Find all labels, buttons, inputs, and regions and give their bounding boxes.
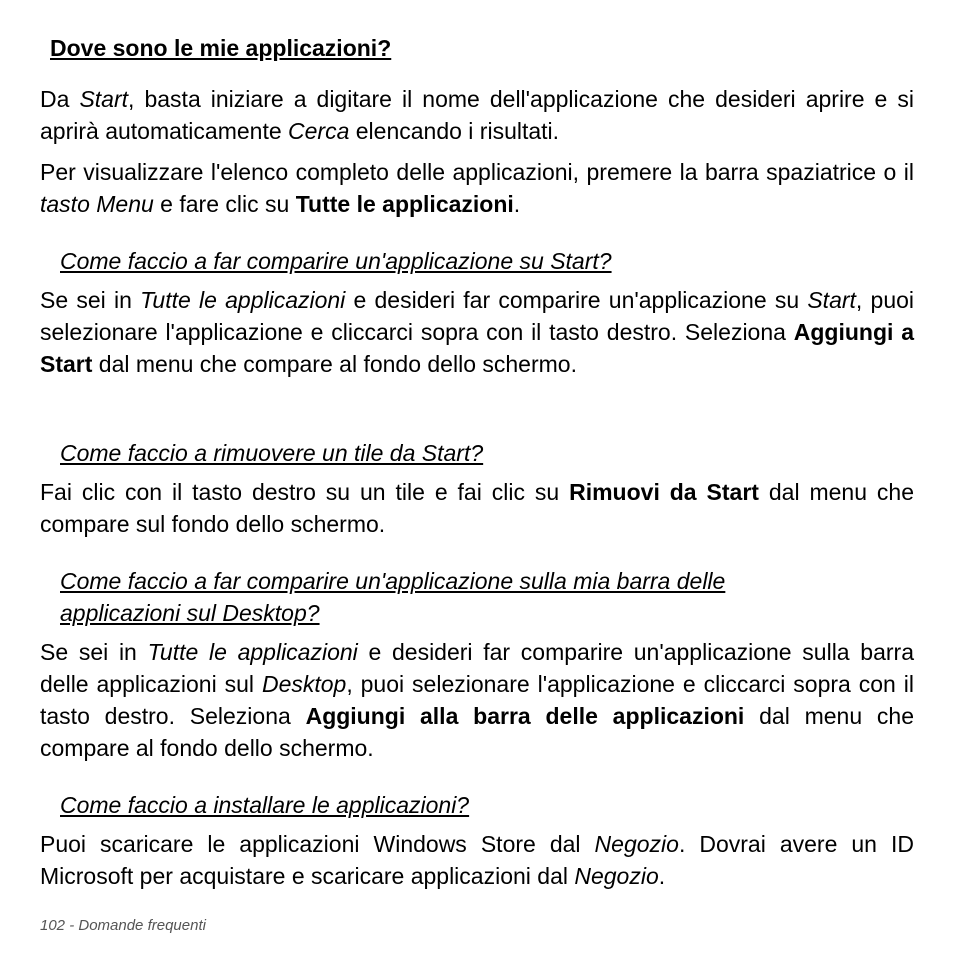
italic-term: Tutte le applicazioni <box>147 639 358 665</box>
question-heading-install-apps: Come faccio a installare le applicazioni? <box>60 792 470 818</box>
italic-term: tasto Menu <box>40 191 154 217</box>
answer-paragraph-pin-taskbar <box>40 636 914 764</box>
bold-term: Tutte le applicazioni <box>295 191 514 217</box>
text-run: , puoi selezionare l'applicazione e cliccarci sopra con il tasto destro. Seleziona <box>40 671 914 729</box>
text-run: e fare clic su <box>153 191 296 217</box>
text-run: Se sei in <box>40 287 141 313</box>
bold-term: Aggiungi alla barra delle applicazioni <box>305 703 745 729</box>
page-footer: 102 - Domande frequenti <box>40 917 206 934</box>
text-run: Per visualizzare l'elenco completo delle applicazioni, premere la barra spaziatrice o il <box>40 159 914 185</box>
page-title: Dove sono le mie applicazioni? <box>50 35 392 61</box>
text-run: dal menu che compare al fondo dello schermo. <box>40 703 915 761</box>
text-run: , basta iniziare a digitare il nome dell'applicazione che desideri aprire e si aprirà automaticamente <box>40 86 914 144</box>
question-heading-remove-tile: Come faccio a rimuovere un tile da Start? <box>60 440 484 466</box>
question-line: Come faccio a far comparire un'applicazione sulla mia barra delle <box>60 568 726 594</box>
text-run: , puoi selezionare l'applicazione e cliccarci sopra con il tasto destro. Seleziona <box>40 287 915 345</box>
italic-term: Negozio <box>594 831 679 857</box>
text-run: Da <box>40 86 80 112</box>
italic-term: Start <box>807 287 856 313</box>
text-run: Se sei in <box>40 639 148 665</box>
question-line: applicazioni sul Desktop? <box>60 600 320 626</box>
italic-term: Desktop <box>261 671 347 697</box>
intro-paragraph-start <box>40 83 914 147</box>
text-run: Fai clic con il tasto destro su un tile e fai clic su <box>40 479 570 505</box>
text-run: elencando i risultati. <box>349 118 560 144</box>
answer-paragraph-pin-start <box>40 284 914 380</box>
answer-paragraph-remove-tile <box>40 476 914 540</box>
italic-term: Tutte le applicazioni <box>140 287 346 313</box>
text-run: dal menu che compare sul fondo dello schermo. <box>40 479 915 537</box>
italic-term: Cerca <box>288 118 350 144</box>
text-run: e desideri far comparire un'applicazione su <box>345 287 808 313</box>
text-run: Puoi scaricare le applicazioni Windows Store dal <box>40 831 595 857</box>
italic-term: Start <box>79 86 129 112</box>
text-run: dal menu che compare al fondo dello schermo. <box>92 351 577 377</box>
intro-paragraph-list <box>40 156 914 220</box>
bold-term: Rimuovi da Start <box>569 479 759 505</box>
text-run: . <box>658 863 666 889</box>
text-run: . <box>513 191 521 217</box>
text-run: . Dovrai avere un ID Microsoft per acquistare e scaricare applicazioni dal <box>40 831 914 889</box>
bold-term: Aggiungi a Start <box>40 319 914 377</box>
answer-paragraph-install-apps <box>40 828 914 892</box>
question-heading-pin-start: Come faccio a far comparire un'applicazione su Start? <box>60 248 612 274</box>
question-heading-pin-taskbar <box>60 565 725 629</box>
text-run: e desideri far comparire un'applicazione sulla barra delle applicazioni sul <box>40 639 914 697</box>
italic-term: Negozio <box>574 863 659 889</box>
